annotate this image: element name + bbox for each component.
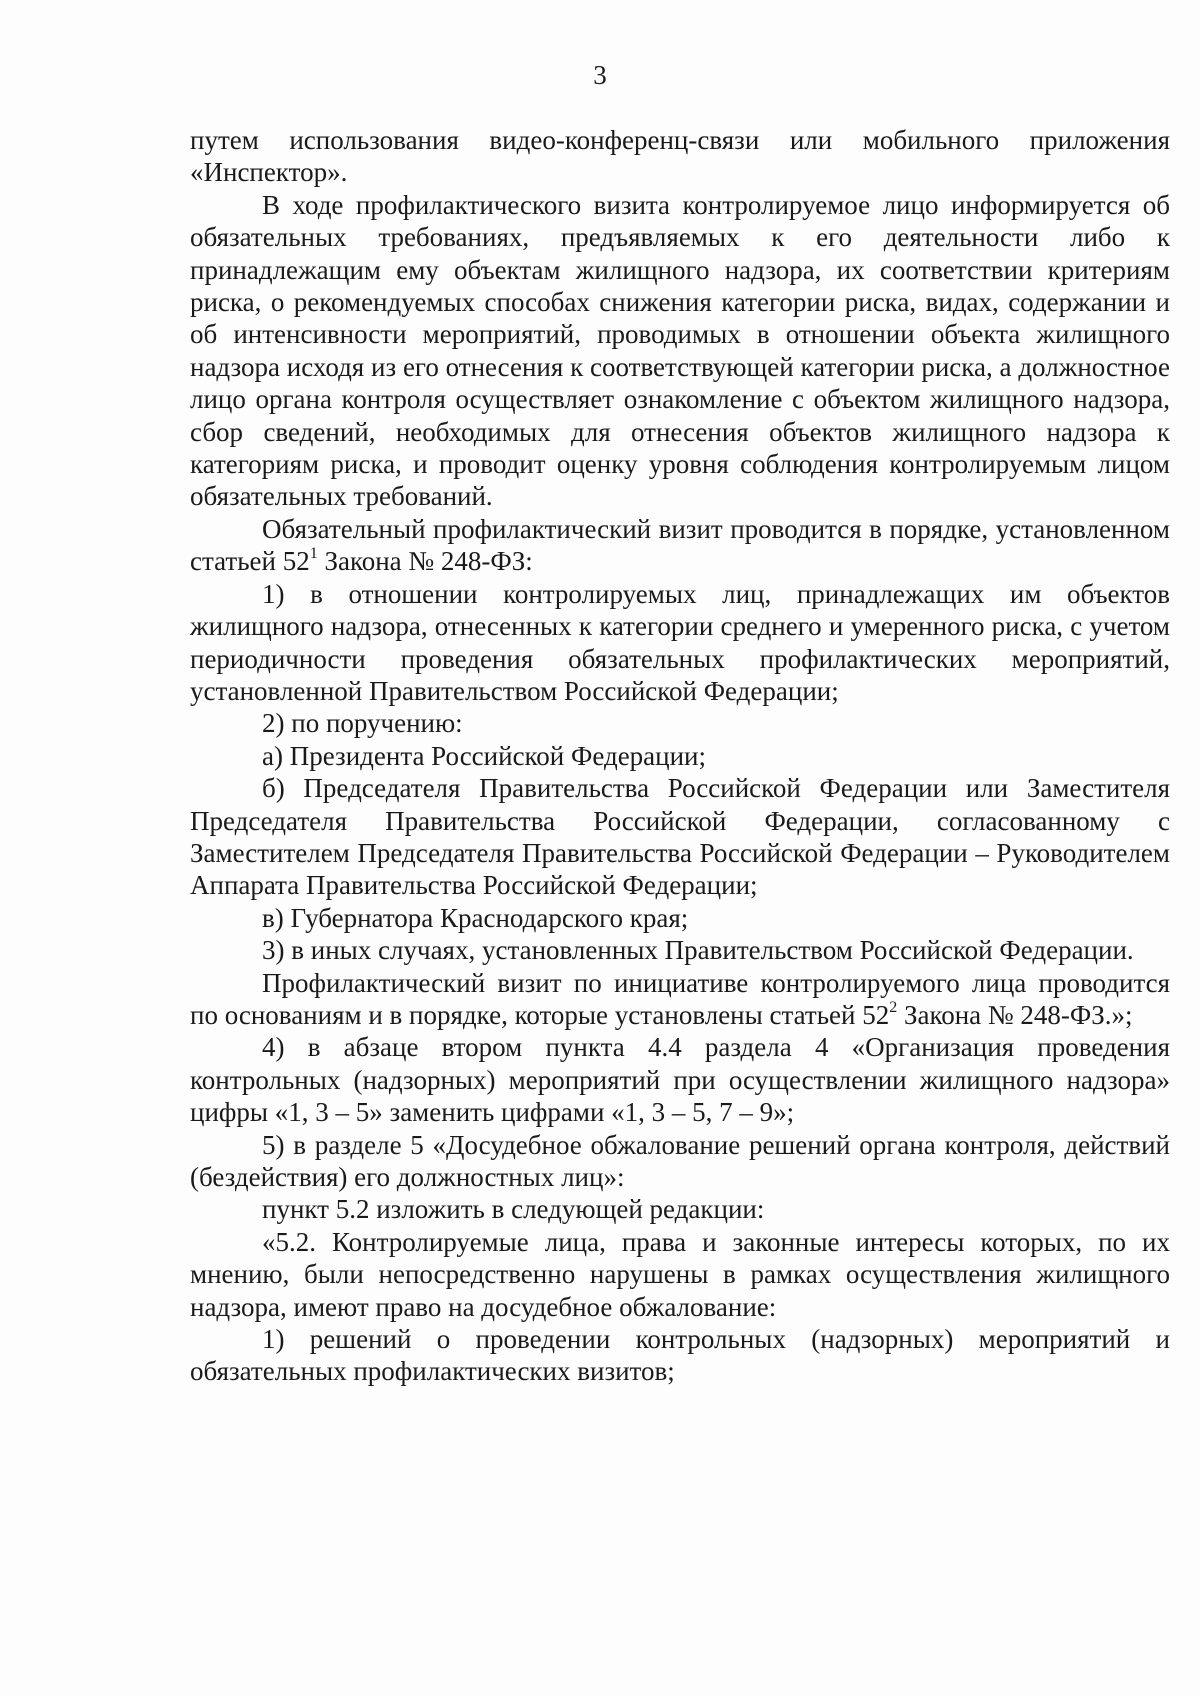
paragraph (190, 513, 1170, 578)
paragraph-text: Профилактический визит по инициативе контролируемого лица проводится по основаниям и в порядке, которые установлены статьей 52 (190, 967, 1170, 1030)
paragraph-text: Закона № 248-ФЗ: (317, 546, 533, 577)
paragraph: «5.2. Контролируемые лица, права и законные интересы которых, по их мнению, были непосредственно нарушены в рамках осуществления жилищного надзора, имеют право на досудебное обжалование: (190, 1226, 1170, 1322)
superscript: 1 (309, 545, 318, 563)
paragraph: б) Председателя Правительства Российской Федерации или Заместителя Председателя Правительства Российской Федерации, согласованному с Заместителем Председателя Правительства Российской Федерации – Руководителем Аппарата Правительства Российской Федерации; (190, 773, 1170, 901)
paragraph: а) Президента Российской Федерации; (262, 740, 707, 771)
paragraph: 1) в отношении контролируемых лиц, принадлежащих им объектов жилищного надзора, отнесенных к категории среднего и умеренного риска, с учетом периодичности проведения обязательных профилактических мероприятий, установленной Правительством Российской Федерации; (190, 578, 1170, 706)
paragraph: пункт 5.2 изложить в следующей редакции: (262, 1194, 765, 1225)
paragraph: В ходе профилактического визита контролируемое лицо информируется об обязательных требованиях, предъявляемых к его деятельности либо к принадлежащим ему объектам жилищного надзора, их соответствии критериям риска, о рекомендуемых способах снижения категории риска, видах, содержании и об интенсивности мероприятий, проводимых в отношении объекта жилищного надзора исходя из его отнесения к соответствующей категории риска, а должностное лицо органа контроля осуществляет ознакомление с объектом жилищного надзора, сбор сведений, необходимых для отнесения объектов жилищного надзора к категориям риска, и проводит оценку уровня соблюдения контролируемым лицом обязательных требований. (190, 189, 1170, 512)
paragraph-text: Обязательный профилактический визит проводится в порядке, установленном статьей 52 (190, 513, 1170, 577)
document-body (190, 124, 1170, 1388)
paragraph-text: Закона № 248-ФЗ.»; (897, 999, 1133, 1030)
paragraph: 3) в иных случаях, установленных Правительством Российской Федерации. (262, 935, 1134, 966)
paragraph: 4) в абзаце втором пункта 4.4 раздела 4 «Организация проведения контрольных (надзорных) мероприятий при осуществлении жилищного надзора» цифры «1, 3 – 5» заменить цифрами «1, 3 – 5, 7 – 9»; (190, 1032, 1170, 1128)
superscript: 2 (889, 998, 898, 1016)
paragraph: путем использования видео-конференц-связи или мобильного приложения «Инспектор». (190, 125, 1170, 188)
paragraph: 5) в разделе 5 «Досудебное обжалование решений органа контроля, действий (бездействия) его должностных лиц»: (190, 1129, 1170, 1192)
paragraph (190, 967, 1170, 1032)
paragraph: в) Губернатора Краснодарского края; (262, 902, 689, 933)
paragraph: 2) по поручению: (262, 708, 463, 739)
paragraph: 1) решений о проведении контрольных (надзорных) мероприятий и обязательных профилактических визитов; (190, 1324, 1170, 1387)
page-number: 3 (593, 60, 607, 90)
